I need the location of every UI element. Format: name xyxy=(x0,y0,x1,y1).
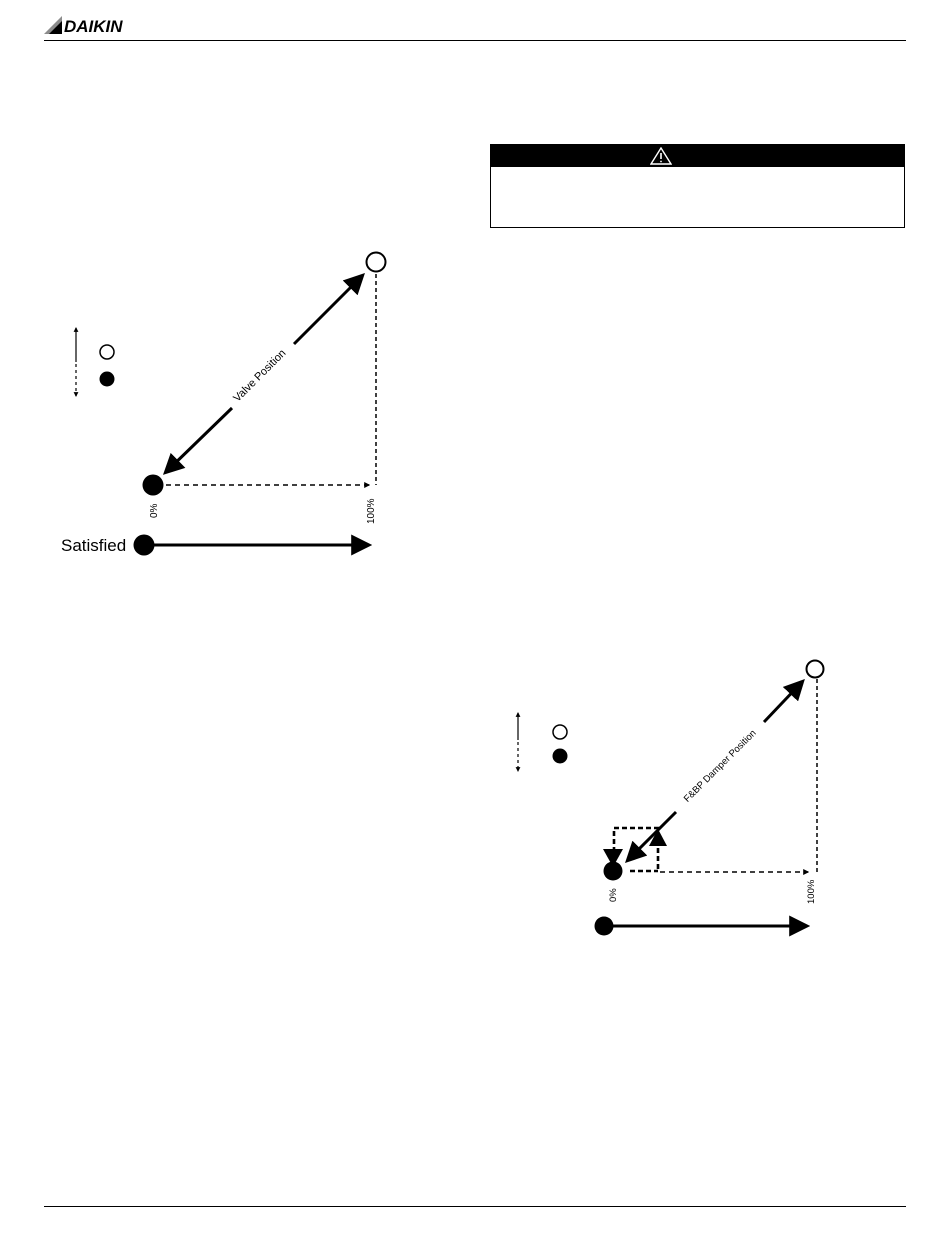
valve-position-label: Valve Position xyxy=(231,347,289,405)
damper-diagonal-arrow-lower xyxy=(628,812,676,860)
filled-circle-icon xyxy=(553,749,568,764)
end-percent-label: 100% xyxy=(806,879,817,904)
brand-name: DAIKIN xyxy=(64,17,123,36)
down-arrow-icon xyxy=(603,849,623,867)
start-percent-label: 0% xyxy=(608,888,619,902)
open-circle-icon xyxy=(553,725,567,739)
damper-diagonal-arrow-upper xyxy=(764,682,802,722)
minimum-position-box xyxy=(603,828,667,871)
satisfied-label: Satisfied xyxy=(61,536,127,555)
open-node-top xyxy=(807,661,824,678)
footer-rule xyxy=(44,1206,906,1207)
legend xyxy=(518,713,568,771)
damper-position-label: F&BP Damper Position xyxy=(681,727,759,805)
end-percent-label: 100% xyxy=(366,498,377,524)
start-percent-label: 0% xyxy=(149,503,160,518)
state-node xyxy=(595,917,614,936)
